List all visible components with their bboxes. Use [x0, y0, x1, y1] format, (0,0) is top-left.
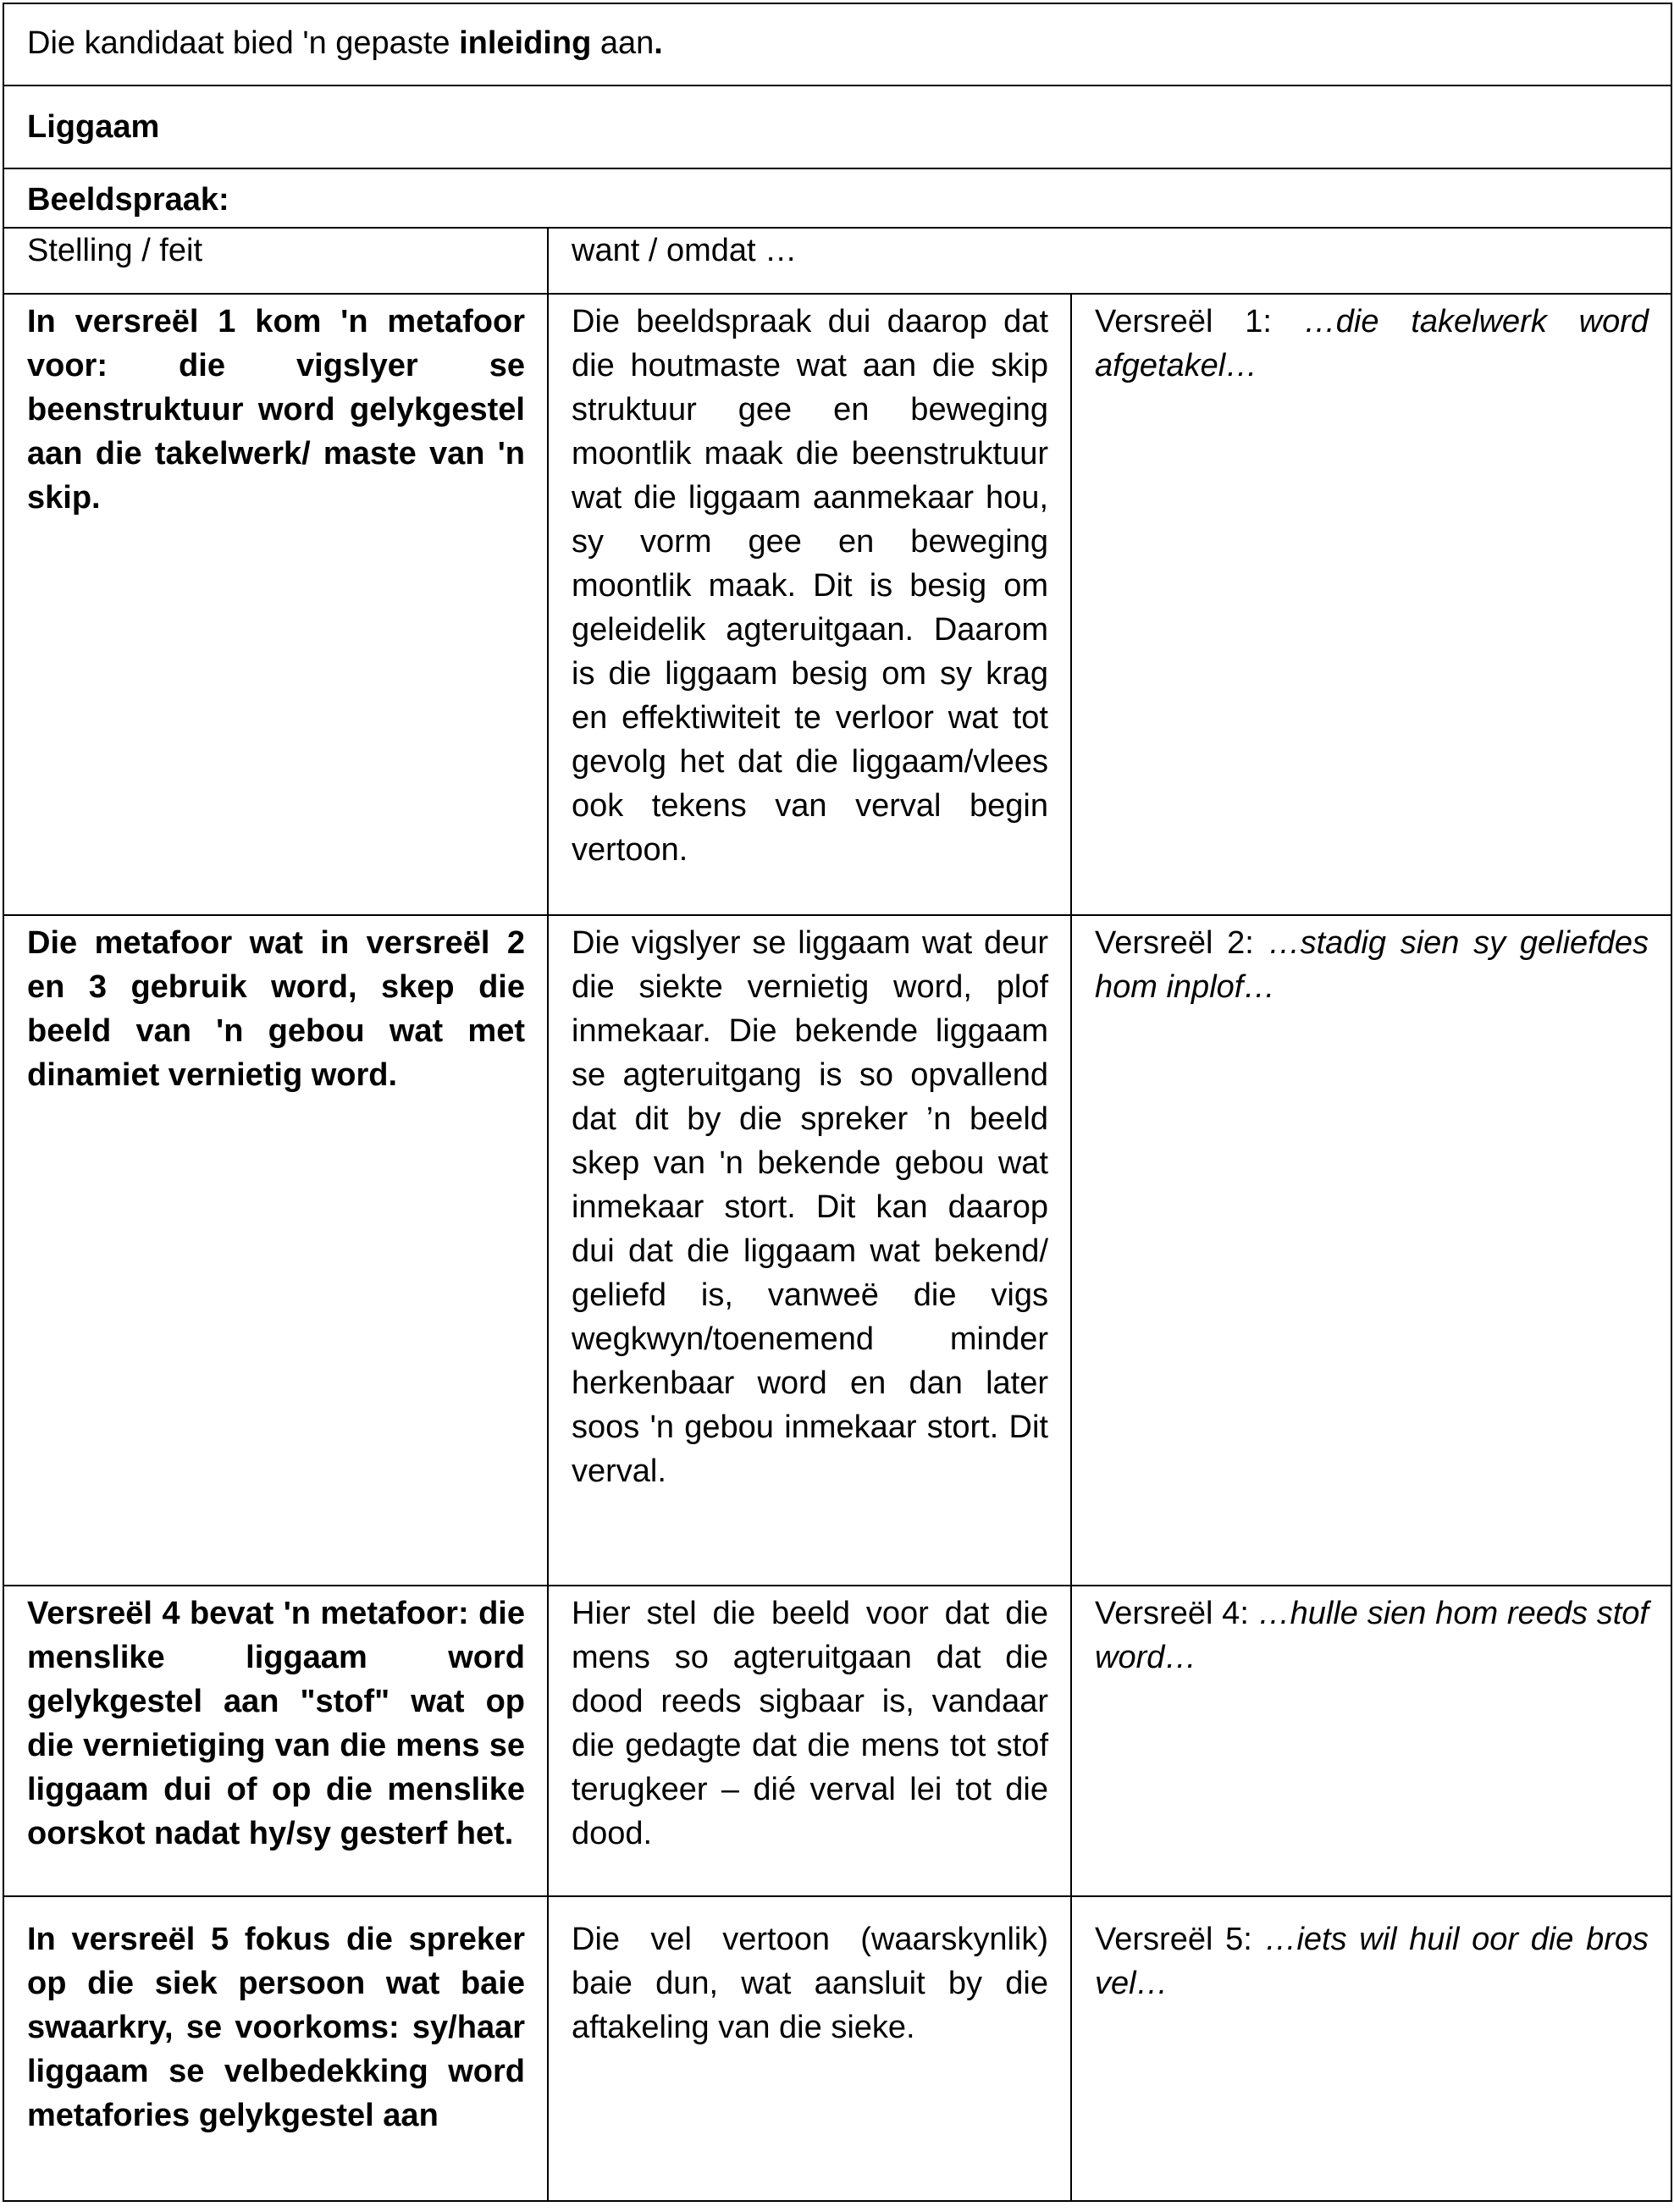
intro-text-after: aan — [591, 25, 655, 61]
versreel-quote: …stadig sien sy geliefdes hom inplof… — [1095, 925, 1649, 1005]
beeldspraak-heading-row — [3, 168, 1671, 228]
versreel-quote: …die takelwerk word afgetakel… — [1095, 304, 1649, 383]
table-row — [3, 1586, 1671, 1896]
versreel-cell — [1071, 294, 1671, 915]
table-row — [3, 1896, 1671, 2201]
versreel-quote: …hulle sien hom reeds stof word… — [1095, 1596, 1649, 1675]
intro-row — [3, 3, 1671, 86]
stelling-cell: In versreël 1 kom 'n metafoor voor: die vigslyer se beenstruktuur word gelykgestel aan die takelwerk/ maste van 'n skip. — [3, 294, 548, 915]
versreel-label: Versreël 1: — [1095, 304, 1272, 339]
header-want: want / omdat … — [548, 228, 1671, 294]
versreel-cell — [1071, 1896, 1671, 2201]
stelling-cell: Versreël 4 bevat 'n metafoor: die menslike liggaam word gelykgestel aan "stof" wat op die vernietiging van die mens se liggaam dui of op die menslike oorskot nadat hy/sy gesterf het. — [3, 1586, 548, 1896]
versreel-label: Versreël 5: — [1095, 1922, 1252, 1957]
want-cell: Hier stel die beeld voor dat die mens so agteruitgaan dat die dood reeds sigbaar is, vandaar die gedagte dat die mens tot stof terugkeer – dié verval lei tot die dood. — [548, 1586, 1071, 1896]
beeldspraak-heading: Beeldspraak: — [3, 168, 1671, 228]
body-heading: Liggaam — [3, 86, 1671, 168]
intro-text: Die kandidaat bied 'n gepaste — [27, 25, 460, 61]
versreel-label: Versreël 2: — [1095, 925, 1254, 961]
want-cell: Die vigslyer se liggaam wat deur die siekte vernietig word, plof inmekaar. Die bekende liggaam se agteruitgang is so opvallend dat dit by die spreker ’n beeld skep van 'n bekende gebou wat inmekaar stort. Dit kan daarop dui dat die liggaam wat bekend/ geliefd is, vanweë die vigs wegkwyn/toenemend minder herkenbaar word en dan later soos 'n gebou inmekaar stort. Dit verval. — [548, 915, 1071, 1586]
table-row — [3, 294, 1671, 915]
intro-bold: inleiding — [459, 25, 592, 61]
versreel-cell — [1071, 1586, 1671, 1896]
stelling-cell: Die metafoor wat in versreël 2 en 3 gebruik word, skep die beeld van 'n gebou wat met dinamiet vernietig word. — [3, 915, 548, 1586]
body-heading-row — [3, 86, 1671, 168]
want-cell: Die vel vertoon (waarskynlik) baie dun, wat aansluit by die aftakeling van die sieke. — [548, 1896, 1071, 2201]
intro-period: . — [654, 25, 663, 61]
column-header-row — [3, 228, 1671, 294]
versreel-quote: …iets wil huil oor die bros vel… — [1095, 1922, 1649, 2001]
header-stelling: Stelling / feit — [3, 228, 548, 294]
versreel-label: Versreël 4: — [1095, 1596, 1249, 1631]
intro-cell — [3, 3, 1671, 86]
versreel-cell — [1071, 915, 1671, 1586]
want-cell: Die beeldspraak dui daarop dat die houtmaste wat aan die skip struktuur gee en beweging moontlik maak die beenstruktuur wat die liggaam aanmekaar hou, sy vorm gee en beweging moontlik maak. Dit is besig om geleidelik agteruitgaan. Daarom is die liggaam besig om sy krag en effektiwiteit te verloor wat tot gevolg het dat die liggaam/vlees ook tekens van verval begin vertoon. — [548, 294, 1071, 915]
table-row — [3, 915, 1671, 1586]
marking-table — [3, 3, 1672, 2202]
stelling-cell: In versreël 5 fokus die spreker op die siek persoon wat baie swaarkry, se voorkoms: sy/haar liggaam se velbedekking word metafories gelykgestel aan — [3, 1896, 548, 2201]
